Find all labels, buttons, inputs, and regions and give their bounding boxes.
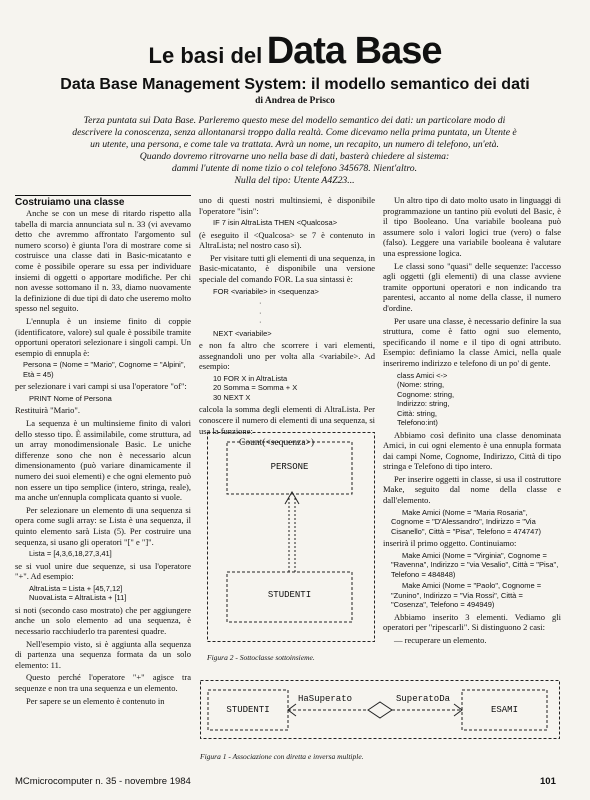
figure-2-caption: Figura 2 - Sottoclasse sottoinsieme. bbox=[207, 653, 315, 662]
code-line: class Amici <-> bbox=[397, 370, 448, 380]
paragraph: Abbiamo così definito una classe denominata Amici, in cui ogni elemento è una ennupla formata dai campi Nome, Cognome, Indirizzo, Città di tipo stringa e Telefono di tipo intero. bbox=[383, 429, 561, 472]
intro-line: un utente, una persona, e come tale va trattata. Avrà un nome, un recapito, un numero di telefono, un'età. bbox=[90, 139, 499, 150]
intro-line: Nulla del tipo: Utente A4Z23... bbox=[234, 175, 355, 186]
studenti-label: STUDENTI bbox=[226, 705, 270, 715]
code-line: FOR <variabile> in <sequenza> bbox=[213, 286, 319, 296]
persone-label: PERSONE bbox=[270, 462, 309, 472]
paragraph: — recuperare un elemento. bbox=[394, 634, 487, 645]
code-line: Lista = [4,3,6,18,27,3,41] bbox=[29, 549, 112, 559]
code-line: Città: string, bbox=[397, 408, 438, 418]
paragraph: Un altro tipo di dato molto usato in linguaggi di programmazione un tantino più evoluti del Basic, è il tipo Booleano. Una variabile booleana può assumere solo i valori logici true (vero) o false (falso). Leggere una variabile booleana è valutare una espressione logica. bbox=[383, 195, 561, 258]
intro-line: descrivere la conoscenza, senza allontanarsi troppo dalla realtà. Come dicevamo nella prima puntata, un Utente è bbox=[72, 127, 517, 138]
code-line: Indirizzo: string, bbox=[397, 399, 450, 408]
paragraph: Per sapere se un elemento è contenuto in bbox=[26, 695, 165, 706]
code-line: 30 NEXT X bbox=[213, 392, 251, 402]
code-line: IF 7 isin AltraLista THEN <Qualcosa> bbox=[213, 218, 338, 228]
code-line: (Nome: string, bbox=[397, 380, 445, 389]
code-line: Cognome: string, bbox=[397, 389, 455, 399]
code-block: Make Amici (Nome = "Virginia", Cognome = "Ravenna", Indirizzo = "via Vesalio", Città = "Pisa", Telefono = 484848) bbox=[391, 550, 559, 579]
intro-paragraph bbox=[32, 115, 557, 187]
paragraph: L'ennupla è un insieme finito di coppie (identificatore, valore) sul quale è possibile tramite opportuni operatori selezionare i singoli campi. Un esempio di ennupla è: bbox=[15, 315, 191, 358]
title-prefix: Le basi del bbox=[148, 43, 263, 68]
figure-1 bbox=[200, 680, 560, 740]
paragraph: Per usare una classe, è necessario definire la sua struttura, come è fatto ogni suo elemento, specificando il nome e il tipo di ogni attributo. Esempio: definiamo la classe Amici, nella quale inseriremo indirizzo e telefono di un po' di gente. bbox=[383, 315, 561, 368]
page-number: 101 bbox=[540, 776, 556, 787]
code-block: Make Amici (Nome = "Maria Rosaria", Cognome = "D'Alessandro", Indirizzo = "Via Cisanello", Città = "Pisa", Telefono = 474747) bbox=[391, 507, 542, 536]
esami-label: ESAMI bbox=[490, 705, 518, 715]
paragraph: La sequenza è un multinsieme finito di valori dello stesso tipo. È assimilabile, come struttura, ad un array monodimensionale Basic. Le uniche differenze sono che non è necessario alcun dimensionamento (può variare dinamicamente il numero dei suoi elementi) e che ogni elemento può non essere un tipo semplice (intero, stringa, reale), ma anche un'ennupla complicata quanto si vuole. bbox=[15, 418, 191, 503]
paragraph: inserirà il primo oggetto. Continuiamo: bbox=[383, 538, 517, 549]
code-line: Persona = (Nome = "Mario", Cognome = "Alpini", Età = 45) bbox=[23, 360, 186, 379]
code-line: 20 Somma = Somma + X bbox=[213, 383, 298, 393]
paragraph: calcola la somma degli elementi di AltraLista. Per conoscere il numero di elementi di una sequenza, si usa la funzione: bbox=[199, 404, 375, 436]
title-main: Data Base bbox=[266, 30, 442, 72]
code-line: Count(<sequenza>) bbox=[239, 438, 315, 449]
paragraph: per selezionare i vari campi si usa l'operatore "of": bbox=[15, 381, 187, 392]
article-title bbox=[0, 30, 590, 73]
paragraph: Questo perché l'operatore "+" agisce tra sequenze e non tra una sequenza e un elemento. bbox=[15, 672, 191, 693]
paragraph: Abbiamo inserito 3 elementi. Vediamo gli operatori per "ripescarli". Si distinguono 2 casi: bbox=[383, 611, 561, 633]
intro-line: Terza puntata sui Data Base. Parleremo questo mese del modello semantico dei dati: un particolare modo di bbox=[83, 115, 506, 126]
figure-1-caption: Figura 1 - Associazione con diretta e inversa multiple. bbox=[200, 752, 364, 761]
column-3 bbox=[383, 195, 561, 648]
article-subtitle: Data Base Management System: il modello semantico dei dati bbox=[60, 76, 530, 93]
figure-2 bbox=[207, 432, 375, 650]
paragraph: Le classi sono "quasi" delle sequenze: l'accesso agli oggetti (gli elementi) di una classe avviene tramite opportuni operatori e non indicando tra parentesi, accanto al nome della classe, il numero d'ordine. bbox=[383, 260, 561, 313]
byline: di Andrea de Prisco bbox=[255, 96, 335, 106]
column-2 bbox=[199, 195, 375, 451]
relation-label-right: SuperatoDa bbox=[396, 694, 451, 704]
code-line: Telefono:int) bbox=[397, 418, 438, 427]
code-line: NEXT <variabile> bbox=[213, 328, 272, 338]
column-1 bbox=[15, 208, 191, 708]
intro-line: dammi l'utente di nome tizio o col telefono 345678. Nient'altro. bbox=[171, 163, 418, 174]
code-line: PRINT Nome of Persona bbox=[29, 393, 112, 403]
ellipsis-dot: · bbox=[259, 317, 262, 327]
code-line: AltraLista = Lista + [45,7,12] bbox=[29, 583, 123, 593]
footer-publication: MCmicrocomputer n. 35 - novembre 1984 bbox=[15, 776, 191, 787]
code-line: NuovaLista = AltraLista + [11] bbox=[29, 593, 127, 603]
paragraph: Nell'esempio visto, si è aggiunta alla sequenza di partenza una sequenza formata da un solo elemento: 11. bbox=[15, 638, 191, 670]
studenti-label: STUDENTI bbox=[267, 590, 312, 600]
intro-line: Quando dovremo ritrovarne uno nella base di dati, basterà chiedere al sistema: bbox=[139, 151, 450, 162]
ellipsis-dot: · bbox=[259, 307, 262, 317]
paragraph: Per visitare tutti gli elementi di una sequenza, in Basic-micatanto, è disponibile una versione speciale del comando FOR. La sua sintassi è: bbox=[199, 252, 375, 285]
paragraph: Per inserire oggetti in classe, si usa il costruttore Make, seguito dal nome della classe e dall'elemento. bbox=[383, 473, 561, 506]
paragraph: uno di questi nostri multinsiemi, è disponibile l'operatore "isin": bbox=[199, 195, 375, 216]
paragraph: (è eseguito il <Qualcosa> se 7 è contenuto in AltraLista; nel nostro caso sì). bbox=[199, 229, 375, 251]
relation-label-left: HaSuperato bbox=[298, 694, 353, 704]
paragraph: e non fa altro che scorrere i vari elementi, assegnandoli uno per volta alla <variabile>. Ad esempio: bbox=[199, 340, 375, 372]
code-block: Make Amici (Nome = "Paolo", Cognome = "Zunino", Indirizzo = "Via Rossi", Città = "Cosenza", Telefono = 494949) bbox=[391, 581, 542, 610]
paragraph: Restituirà "Mario". bbox=[15, 405, 81, 416]
paragraph: Per selezionare un elemento di una sequenza si opera come sugli array: se Lista è una sequenza, il quinto elemento sarà Lista (5). Per costruire una sequenza, si usano gli operatori "[" e "]". bbox=[15, 504, 191, 547]
paragraph: Anche se con un mese di ritardo rispetto alla tabella di marcia annunciata sul n. 33 (vi avevamo detto che avremmo affrontato l'argomento sul numero scorso) è giunta l'ora di mostrare come si costruisce una classe dati in Basic-micatanto e come è possibile operare su essa per individuare insiemi di oggetti o apportare modifiche. Per chi non avesse sottomano il n. 33, diamo nuovamente la definizione di due tipi di dato che useremo molto spesso nel seguito. bbox=[15, 208, 191, 314]
diamond-icon bbox=[368, 702, 392, 718]
paragraph: si noti (secondo caso mostrato) che per aggiungere anche un solo elemento ad una sequenza, è necessario racchiuderlo tra parentesi quadre. bbox=[15, 604, 191, 636]
section-heading: Costruiamo una classe bbox=[15, 195, 191, 208]
paragraph: se si vuol unire due sequenze, si usa l'operatore "+". Ad esempio: bbox=[15, 560, 191, 582]
code-line: 10 FOR X in AltraLista bbox=[213, 373, 288, 383]
ellipsis-dot: · bbox=[259, 298, 262, 308]
